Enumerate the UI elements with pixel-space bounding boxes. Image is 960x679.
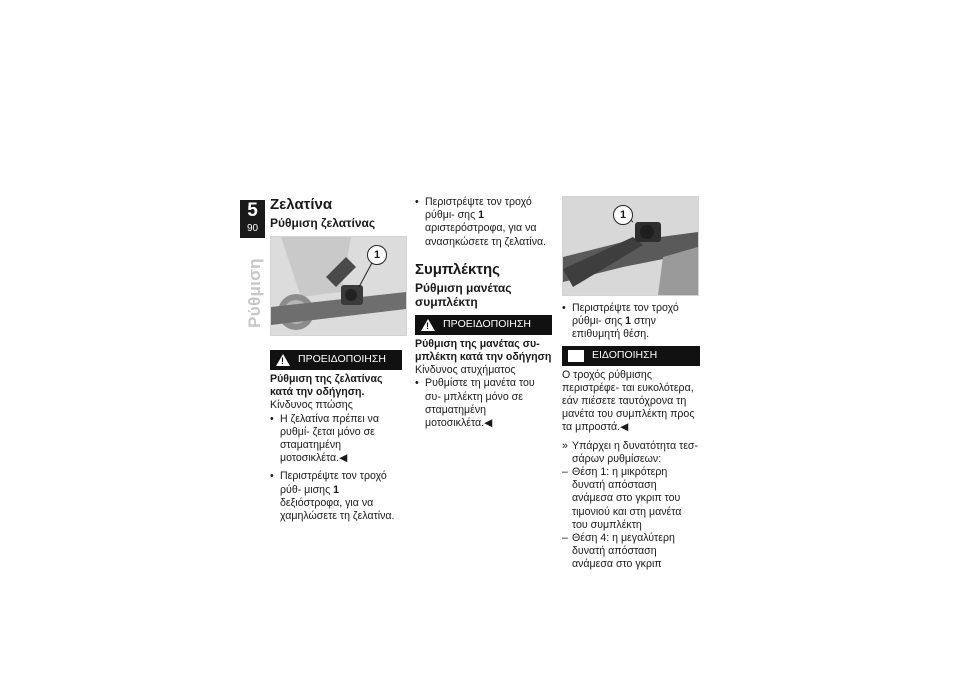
chapter-tab xyxy=(240,200,265,238)
section-title: Συμπλέκτης xyxy=(415,260,500,278)
reference-number: 1 xyxy=(625,315,632,328)
note-icon xyxy=(568,350,584,362)
list-item-text: Περιστρέψτε τον τροχό ρύθ- μισης xyxy=(280,470,387,496)
list-item-text: στην επιθυμητή θέση. xyxy=(572,315,656,341)
list-item xyxy=(270,470,402,523)
column-3 xyxy=(562,196,700,572)
subsection-title: Ρύθμιση ζελατίνας xyxy=(270,216,376,230)
reference-number: 1 xyxy=(478,209,485,222)
warning-banner xyxy=(270,350,402,370)
list-item-text: δεξιόστροφα, για να χαμηλώσετε τη ζελατίνα. xyxy=(280,496,395,523)
clutch-lever-figure xyxy=(562,196,699,296)
page-number: 90 xyxy=(240,222,265,236)
list-item-text: Περιστρέψτε τον τροχό ρύθμι- σης xyxy=(425,196,532,222)
section-side-label xyxy=(240,250,265,340)
list-item xyxy=(415,196,552,249)
column-2 xyxy=(415,196,552,430)
list-item: • Η ζελατίνα πρέπει να ρυθμί- ζεται μόνο σε σταματημένη μοτοσικλέτα.◀ xyxy=(270,413,402,466)
warning-triangle-icon: ! xyxy=(276,354,290,366)
note-banner xyxy=(562,346,700,366)
windshield-figure xyxy=(270,236,407,336)
section-title: Ζελατίνα xyxy=(270,196,333,213)
result-text: » Υπάρχει η δυνατότητα τεσ- σάρων ρυθμίσεων: xyxy=(562,440,700,466)
list-item-text: αριστερόστροφα, για να ανασηκώσετε τη ζελατίνα. xyxy=(425,222,547,248)
figure-callout-1: 1 xyxy=(367,245,387,265)
hazard-text: Κίνδυνος ατυχήματος xyxy=(415,364,516,377)
list-item-text: Περιστρέψτε τον τροχό ρύθμι- σης xyxy=(572,302,679,328)
subsection-title: Ρύθμιση μανέτας συμπλέκτη xyxy=(415,280,512,309)
list-item: – Θέση 4: η μεγαλύτερη δυνατή απόσταση ανάμεσα στο γκριπ xyxy=(562,532,700,572)
note-text: Ο τροχός ρύθμισης περιστρέφε- ται ευκολότερα, εάν πιέσετε ταυτόχρονα τη μανέτα του συμπλέκτη προς τα μπροστά.◀ xyxy=(562,368,695,434)
note-label: ΕΙΔΟΠΟΙΗΣΗ xyxy=(592,349,658,361)
list-item xyxy=(562,302,700,342)
warning-label: ΠΡΟΕΙΔΟΠΟΙΗΣΗ xyxy=(298,353,386,366)
reference-number: 1 xyxy=(333,483,340,496)
column-1 xyxy=(270,196,402,523)
chapter-number: 5 xyxy=(247,200,258,221)
hazard-text: Κίνδυνος πτώσης xyxy=(270,399,353,412)
list-item: – Θέση 1: η μικρότερη δυνατή απόσταση ανάμεσα στο γκριπ του τιμονιού και στη μανέτα του συμπλέκτη xyxy=(562,466,700,532)
warning-triangle-icon: ! xyxy=(421,319,435,331)
warning-banner xyxy=(415,315,552,335)
warning-heading: Ρύθμιση της μανέτας συ- μπλέκτη κατά την οδήγηση xyxy=(415,337,552,364)
list-item: • Ρυθμίστε τη μανέτα του συ- μπλέκτη μόνο σε σταματημένη μοτοσικλέτα.◀ xyxy=(415,377,552,430)
section-side-label-text: Ρύθμιση xyxy=(245,258,264,328)
warning-heading: Ρύθμιση της ζελατίνας κατά την οδήγηση. xyxy=(270,373,383,399)
warning-label: ΠΡΟΕΙΔΟΠΟΙΗΣΗ xyxy=(443,318,531,331)
figure-callout-1: 1 xyxy=(613,205,633,225)
